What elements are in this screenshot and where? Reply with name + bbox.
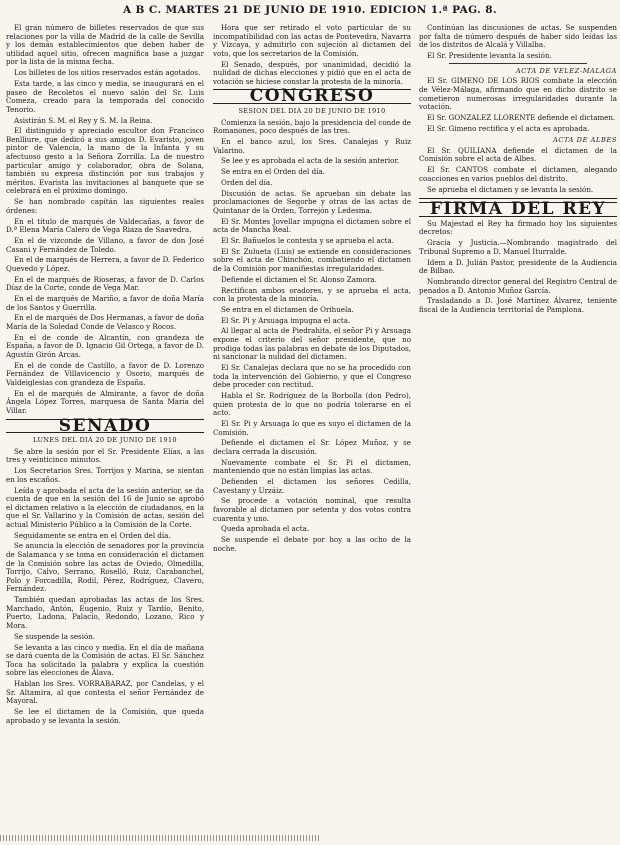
paragraph: El Sr. GIMENO DE LOS RIOS combate la elección de Vélez-Málaga, afirmando que en dicho distrito se cometieron numerosas irregularidades durante la votación. bbox=[419, 76, 617, 112]
paragraph: Nombrando director general del Registro Central de penados a D. Antonio Muñoz García. bbox=[419, 276, 617, 295]
paragraph: En el de marqués de Dos Hermanas, a favor de doña María de la Soledad Conde de Velasco y Rocos. bbox=[6, 313, 204, 332]
congreso-title: CONGRESO bbox=[213, 89, 411, 104]
subhead-albes: ACTA DE ALBES bbox=[552, 136, 617, 145]
paragraph: Hora que ser retirado el voto particular de su incompatibilidad con las actas de Pontevedra, Navarra y Vizcaya, y admitirlo con sujeción al dictamen del voto, que los secretarios de la Comisión. bbox=[213, 24, 411, 58]
paragraph: Los Secretarios Sres. Torrijos y Marina, se sientan en los escaños. bbox=[6, 466, 204, 484]
paragraph: Nuevamente combate el Sr. Pi el dictamen, manteniendo que no están limpias las actas. bbox=[213, 457, 411, 476]
congreso-date: SESION DEL DIA 20 DE JUNIO DE 1910 bbox=[238, 106, 386, 115]
paragraph: Se lee el dictamen de la Comisión, que queda aprobado y se levanta la sesión. bbox=[6, 707, 204, 725]
page-header: A B C. MARTES 21 DE JUNIO DE 1910. EDICION 1.ª PAG. 8. bbox=[122, 4, 498, 16]
paragraph: En el de conde de Castillo, a favor de D. Lorenzo Fernández de Villavicencio y Osorio, marqués de Valdeiglesias con grandeza de España. bbox=[6, 360, 204, 387]
paragraph: El Sr. Zulueta (Luis) se extiende en consideraciones sobre el acta de Chinchón, combatiendo el dictamen de la Comisión por manifiestas irregularidades. bbox=[213, 246, 411, 273]
divider bbox=[449, 63, 587, 64]
paragraph: Se entra en el Orden del día. bbox=[221, 167, 325, 177]
paragraph: Al llegar al acta de Piedrahita, el señor Pi y Arsuaga expone el criterio del señor presidente, que no prodiga todas las palabras en debate de los Diputados, ni sancionar la nulidad del dictamen. bbox=[213, 326, 411, 362]
paragraph: Se entra en el dictamen de Orihuela. bbox=[221, 304, 354, 314]
paragraph: Se levanta a las cinco y media. En el día de mañana se dará cuenta de la Comisión de actas. El Sr. Sánchez Toca ha solicitado la palabra y explica la cuestión sobre las elecciones de Álava. bbox=[6, 642, 204, 678]
paragraph: Defiende el dictamen el Sr. López Muñoz, y se declara cerrada la discusión. bbox=[213, 438, 411, 456]
column-3-top bbox=[419, 24, 617, 61]
paragraph: Discusión de actas. Se aprueban sin debate las proclamaciones de Segorbe y otras de las actas de Quintanar de la Orden, Torrejón y Ledesma. bbox=[213, 188, 411, 215]
paragraph: Habla el Sr. Rodríguez de la Borbolla (don Pedro), quien protesta de lo que no podría tolerarse en el acto. bbox=[213, 390, 411, 418]
column-2 bbox=[213, 24, 411, 832]
paragraph: Queda aprobada el acta. bbox=[221, 524, 310, 534]
column-1-news bbox=[6, 24, 204, 416]
paragraph: Continúan las discusiones de actas. Se suspenden por falta de número después de haber sido leídas las de los distritos de Alcalá y Villalba. bbox=[419, 24, 617, 50]
paragraph: El Sr. GONZALEZ LLORENTE defiende el dictamen. bbox=[427, 112, 616, 122]
paragraph: Asistirán S. M. el Rey y S. M. la Reina. bbox=[14, 115, 153, 125]
subhead-velez-malaga: ACTA DE VELEZ-MALAGA bbox=[515, 66, 617, 75]
senado-body bbox=[6, 448, 204, 726]
column-3 bbox=[419, 24, 617, 832]
firma-box bbox=[419, 198, 617, 220]
paragraph: En el de vizconde de Villano, a favor de don José Casani y Fernández de Toledo. bbox=[6, 235, 204, 254]
print-margin-strip bbox=[0, 835, 320, 841]
paragraph: El Sr. QUILIANA defiende el dictamen de la Comisión sobre el acta de Albes. bbox=[419, 145, 617, 164]
paragraph: Esta tarde, a las cinco y media, se inaugurará en el paseo de Recoletos el nuevo salón del Sr. Luis Comeza, creado para la temporada del conocido Tenorio. bbox=[6, 78, 204, 114]
paragraph: Su Majestad el Rey ha firmado hoy los siguientes decretos: bbox=[419, 218, 617, 237]
senado-title: SENADO bbox=[6, 419, 204, 434]
senado-date: LUNES DEL DIA 20 DE JUNIO DE 1910 bbox=[33, 436, 177, 445]
paragraph: El Sr. Pi y Arsuaga lo que es suyo el dictamen de la Comisión. bbox=[213, 418, 411, 437]
paragraph: Se procede a votación nominal, que resulta favorable al dictamen por setenta y dos votos contra cuarenta y uno. bbox=[213, 496, 411, 523]
paragraph: En el de conde de Alcantín, con grandeza de España, a favor de D. Ignacio Gil Ortega, a favor de D. Agustín Girón Arcas. bbox=[6, 332, 204, 360]
paragraph: El distinguido y apreciado escultor don Francisco Benlliure, que dedicó a sus amigos D. Evaristo, joven pintor de Valencia, la mano de la Infanta y su afectuoso gesto a la Señora Zorrilla. La de nuestro particular amigo y colaborador, obra de Solana, también su expresa distinción por sus trabajos y méritos. Evarista las invitaciones al banquete que se celebrará en el próximo domingo. bbox=[6, 126, 204, 196]
paragraph: En el de marqués de Herrera, a favor de D. Federico Quevedo y López. bbox=[6, 255, 204, 273]
paragraph: En el banco azul, los Sres. Canalejas y Ruiz Valarino. bbox=[213, 136, 411, 155]
paragraph: Se lee y es aprobada el acta de la sesión anterior. bbox=[221, 156, 400, 166]
paragraph: El Sr. Bañuelos le contesta y se aprueba el acta. bbox=[221, 235, 395, 245]
paragraph: Leída y aprobada el acta de la sesión anterior, se da cuenta de que en la sesión del 16 de Junio se aprobó el dictamen relativo a la elección de ciudadanos, en la que el Sr. Vallarino y la Comisión de actas, sesión del actual Ministerio Público a la Comisión de la Corte. bbox=[6, 485, 204, 529]
paragraph: Orden del día. bbox=[221, 177, 273, 187]
paragraph: Trasladando a D. José Martínez Álvarez, teniente fiscal de la Audiencia territorial de Pamplona. bbox=[419, 296, 617, 314]
paragraph: El Sr. Canalejas declara que no se ha procedido con toda la intervención del Gobierno, y que el Congreso debe proceder con rectitud. bbox=[213, 363, 411, 390]
column-1 bbox=[6, 24, 204, 832]
paragraph: En el título de marqués de Valdecañas, a favor de D.ª Elena María Calero de Vega Riaza de Saavedra. bbox=[6, 216, 204, 235]
albes-body bbox=[419, 147, 617, 194]
paragraph: Los billetes de los sitios reservados están agotados. bbox=[14, 68, 201, 78]
paragraph: Se suspende el debate por hoy a las ocho de la noche. bbox=[213, 535, 411, 553]
paragraph: Seguidamente se entra en el Orden del día. bbox=[14, 530, 171, 540]
paragraph: Defienden el dictamen los señores Cedilla, Cavestany y Urzáiz. bbox=[213, 477, 411, 495]
congreso-body bbox=[213, 119, 411, 554]
paragraph: Defiende el dictamen el Sr. Alonso Zamora. bbox=[221, 274, 377, 284]
paragraph: El Sr. Montes Jovellar impugna el dictamen sobre el acta de Mancha Real. bbox=[213, 216, 411, 235]
paragraph: El Sr. Presidente levanta la sesión. bbox=[427, 50, 552, 60]
paragraph: Se anuncia la elección de senadores por la provincia de Salamanca y se toma en consideración el dictamen de la Comisión sobre las actas de Oviedo, Olmedilla, Torrijo, Calvo, Serrano, Roselló, Ruiz, Carabanchel, Polo y Forcadilla, Rodil, Pérez, Rodríguez, Clavero, Fernández. bbox=[6, 541, 204, 594]
paragraph: En el de marqués de Almirante, a favor de doña Ángela López Torres, marquesa de Santa María del Villar. bbox=[6, 388, 204, 415]
paragraph: Rectifican ambos oradores, y se aprueba el acta, con la protesta de la minoría. bbox=[213, 285, 411, 304]
velez-malaga-body bbox=[419, 77, 617, 133]
firma-title: FIRMA DEL REY bbox=[419, 202, 617, 217]
paragraph: El Senado, después, por unanimidad, decidió la nulidad de dichas elecciones y pidió que en el acta de votación se hiciese constar la protesta de la minoría. bbox=[213, 59, 411, 86]
paragraph: El Sr. Gimeno rectifica y el acta es aprobada. bbox=[427, 123, 590, 133]
paragraph: Se aprueba el dictamen y se levanta la sesión. bbox=[427, 184, 594, 194]
paragraph: Gracia y Justicia.—Nombrando magistrado del Tribunal Supremo a D. Manuel Iturralde. bbox=[419, 238, 617, 256]
paragraph: Hablan los Sres. VORRABARAZ, por Candelas, y el Sr. Altamira, al que contesta el señor Fernández de Mayoral. bbox=[6, 679, 204, 706]
paragraph: Comienza la sesión, bajo la presidencia del conde de Romanones, poco después de las tres. bbox=[213, 117, 411, 136]
column-2-top bbox=[213, 24, 411, 86]
firma-body bbox=[419, 220, 617, 315]
paragraph: Idem a D. Julián Pastor, presidente de la Audiencia de Bilbao. bbox=[419, 257, 617, 276]
paragraph: También quedan aprobadas las actas de los Sres. Marchado, Antón, Eugenio, Ruiz y Tardío, Benito, Puerto, Ladona, Palacio, Redondo, Lozano, Rico y Mora. bbox=[6, 595, 204, 630]
paragraph: El gran número de billetes reservados de que sus relaciones por la villa de Madrid de la calle de Sevilla y los demás establecimientos que deben haber de utilidad aquel sitio, ofrecen magnífica base a juzgar por la lista de la misma fecha. bbox=[6, 24, 204, 67]
paragraph: El Sr. Pi y Arsuaga impugna el acta. bbox=[221, 315, 351, 325]
paragraph: En el de marqués de Mariño, a favor de doña María de los Santos y Guerrilla. bbox=[6, 294, 204, 312]
paragraph: Se abre la sesión por el Sr. Presidente Elías, a las tres y veinticinco minutos. bbox=[6, 446, 204, 465]
paragraph: Se suspende la sesión. bbox=[14, 631, 96, 641]
paragraph: En el de marqués de Rioseras, a favor de D. Carlos Díaz de la Corte, conde de Vega Mar. bbox=[6, 274, 204, 293]
paragraph: Se han nombrado capitán las siguientes reales órdenes: bbox=[6, 197, 204, 215]
paragraph: El Sr. CANTOS combate el dictamen, alegando coacciones en varios pueblos del distrito. bbox=[419, 165, 617, 183]
